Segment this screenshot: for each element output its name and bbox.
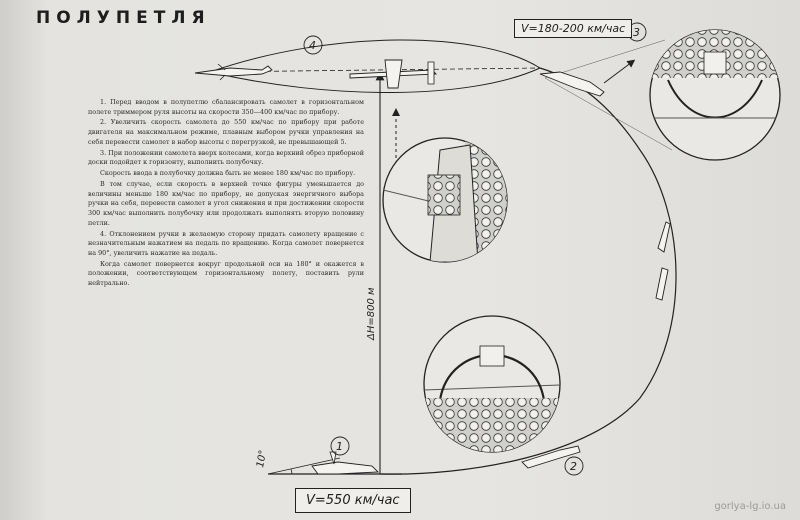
step-number: 4 — [309, 39, 316, 52]
page-title: ПОЛУПЕТЛЯ — [36, 8, 211, 28]
speed-label-top: V=180-200 км/час — [514, 19, 632, 38]
angle-label: 10° — [255, 449, 270, 469]
step-number: 3 — [633, 26, 640, 39]
step-marker — [331, 437, 349, 455]
instruction-paragraph: В том случае, если скорость в верхней точке фигуры уменьшается до величины меньше 180 км/час по прибору, не допуская энергичного выбора ручки на себя, перевести самолет в угол снижения и при достижении скорости 300 км/час выполнить полубочку или продолжать выполнять вторую половину петли. — [88, 179, 364, 227]
watermark-text: gorlya-lg.io.ua — [714, 501, 786, 512]
instruction-paragraph: 2. Увеличить скорость самолета до 550 км/час по прибору при работе двигателя на максимальном режиме, плавным выбором ручки управления на себя перевести самолет в набор высоты с перегрузкой, не превышающей 5. — [88, 118, 364, 146]
aircraft-icon — [540, 72, 604, 96]
instruction-paragraph: Когда самолет повернется вокруг продольной оси на 180° и окажется в положении, соответствующем горизонтальному полету, поставить рули нейтрально. — [88, 259, 364, 288]
step-marker — [565, 457, 583, 475]
cockpit-view — [424, 316, 560, 458]
aircraft-icon — [658, 222, 670, 252]
aircraft-icon — [312, 452, 378, 474]
speed-label-bottom: V=550 км/час — [295, 488, 411, 513]
step-number: 1 — [336, 440, 343, 453]
aircraft-icon — [656, 268, 668, 300]
instruction-paragraph: 1. Перед вводом в полупетлю сбалансировать самолет в горизонтальном полете триммером руля высоты на скорости 350—400 км/час по прибору. — [88, 98, 364, 116]
cockpit-view — [650, 30, 780, 160]
instruction-paragraph: 4. Отклонением ручки в желаемую сторону придать самолету вращение с незначительным нажатием на педаль по вращению. Когда самолет повернется на 90°, увеличить нажатие на педаль. — [88, 229, 364, 258]
instruction-paragraph: Скорость ввода в полубочку должна быть не менее 180 км/час по прибору. — [100, 169, 356, 178]
step-marker — [304, 36, 322, 54]
cockpit-view — [383, 138, 515, 268]
altitude-label: ΔH=800 м — [366, 287, 377, 340]
instruction-paragraph: 3. При положении самолета вверх колесами, когда верхний обрез приборной доски подойдет к горизонту, выполнить полубочку. — [88, 148, 364, 167]
half-roll-path-upper — [210, 40, 540, 72]
step-number: 2 — [570, 460, 577, 473]
aircraft-icon — [350, 60, 436, 88]
